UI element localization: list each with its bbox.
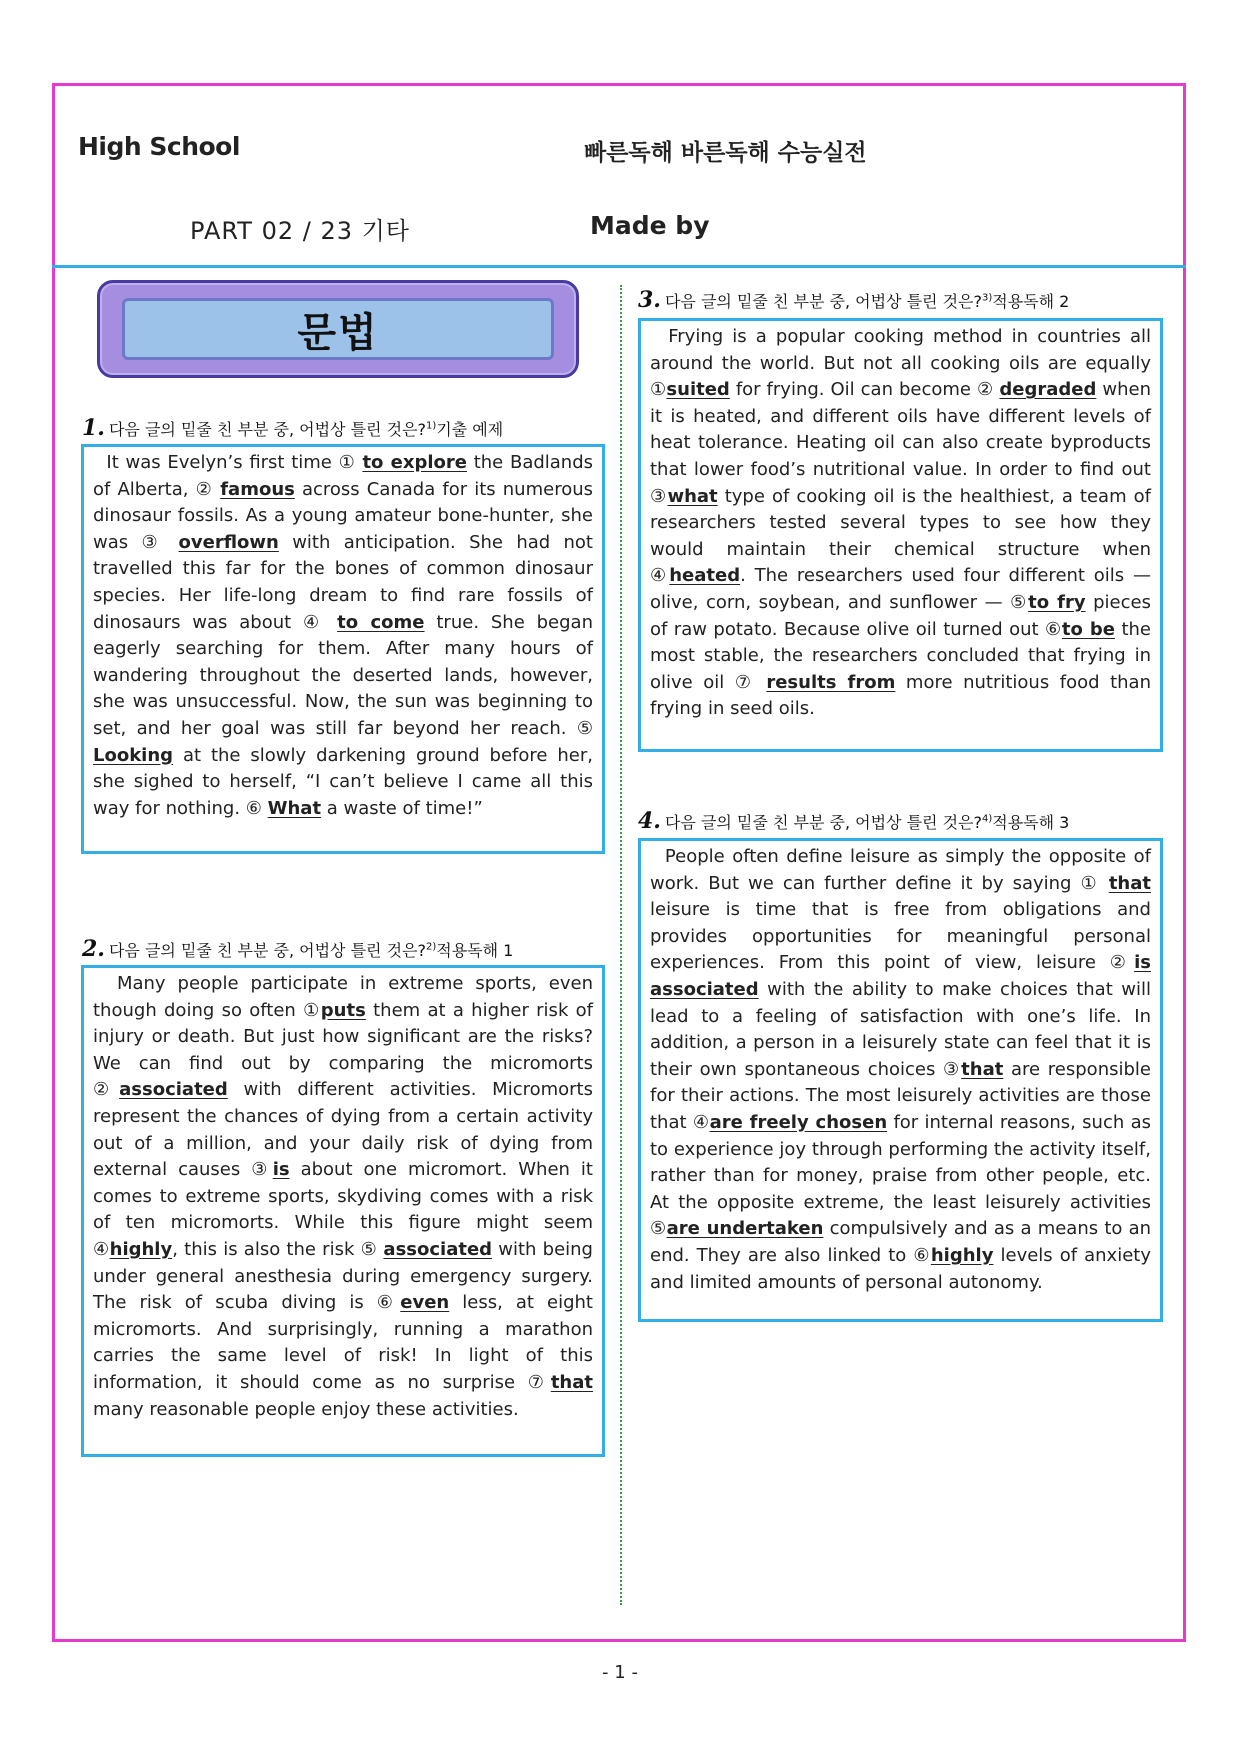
underlined-choice: puts — [320, 999, 366, 1021]
underlined-choice: highly — [109, 1238, 173, 1260]
question-prompt: 다음 글의 밑줄 친 부분 중, 어법상 틀린 것은? — [108, 420, 426, 439]
passage-text: levels of anxiety and limited amounts of personal autonomy. — [650, 1244, 1151, 1293]
passage-text: Many people participate in extreme sports, even though doing so often ① — [93, 973, 593, 1021]
passage-text: about one micromort. When it comes to extreme sports, skydiving comes with a risk of ten micromorts. While this figure might seem ④ — [93, 1159, 593, 1260]
part-label: PART 02 / 23 기타 — [190, 217, 410, 245]
passage-text: the Badlands of Alberta, ② — [93, 452, 594, 500]
underlined-choice: suited — [666, 379, 730, 401]
passage-text: leisure is time that is free from obligations and provides opportunities for meaningful personal experiences. From this point of view, leisure ② — [650, 899, 1151, 974]
passage-text: Frying is a popular cooking method in countries all around the world. But not all cooking oils are equally ① — [650, 326, 1151, 401]
section-badge-label: 문법 — [122, 298, 554, 360]
question-number: 4. — [638, 808, 661, 834]
footnote-ref: 4) — [982, 813, 993, 825]
school-label: High School — [78, 132, 240, 161]
underlined-choice: even — [400, 1292, 450, 1314]
underlined-choice: results from — [766, 671, 896, 693]
passage-text: It was Evelyn’s first time ① — [93, 452, 363, 473]
underlined-choice: that — [550, 1371, 593, 1393]
question-3-passage — [638, 318, 1163, 752]
passage-text: across Canada for its numerous dinosaur fossils. As a young amateur bone-hunter, she was ③ — [93, 478, 593, 553]
footnote-ref: 1) — [426, 420, 437, 432]
passage-text: for frying. Oil can become ② — [729, 379, 1000, 401]
passage-text: less, at eight micromorts. And surprisingly, running a marathon carries the same level of risk! In light of this information, it should come as no surprise ⑦ — [93, 1292, 593, 1393]
underlined-choice: What — [267, 797, 322, 819]
passage-text: are responsible for their actions. The most leisurely activities are those that ④ — [650, 1058, 1151, 1133]
underlined-choice: to explore — [362, 452, 467, 473]
underlined-choice: are freely chosen — [709, 1111, 888, 1133]
passage-text: pieces of raw potato. Because olive oil turned out ⑥ — [650, 591, 1151, 640]
passage-text: compulsively and as a means to an end. They are also linked to ⑥ — [650, 1218, 1152, 1266]
question-prompt: 다음 글의 밑줄 친 부분 중, 어법상 틀린 것은? — [664, 813, 982, 832]
question-4-heading — [638, 808, 1069, 834]
underlined-choice: to be — [1061, 618, 1115, 640]
passage-text: many reasonable people enjoy these activities. — [93, 1398, 519, 1420]
underlined-choice: associated — [383, 1238, 493, 1260]
underlined-choice: to come — [337, 611, 425, 633]
underlined-choice: is — [272, 1159, 290, 1181]
footnote-ref: 2) — [426, 941, 437, 953]
question-3-heading — [638, 287, 1069, 313]
passage-text: People often define leisure as simply the opposite of work. But we can further define it by saying ① — [650, 846, 1151, 894]
passage-text: with different activities. Micromorts represent the chances of dying from a certain activity out of a million, and your daily risk of dying from external causes ③ — [93, 1079, 593, 1181]
passage-text: , this is also the risk ⑤ — [172, 1238, 384, 1260]
question-prompt: 다음 글의 밑줄 친 부분 중, 어법상 틀린 것은? — [108, 941, 426, 960]
passage-text: at the slowly darkening ground before her, she sighed to herself, “I can’t believe I came all this way for nothing. ⑥ — [93, 744, 593, 819]
underlined-choice: degraded — [999, 379, 1097, 401]
question-2-passage — [81, 965, 605, 1457]
question-source: 적용독해 2 — [992, 292, 1070, 311]
passage-text: with anticipation. She had not travelled this far for the bones of common dinosaur species. Her life-long dream to find rare fossils of dinosaurs was about ④ — [93, 531, 593, 633]
passage-text: for internal reasons, such as to experience joy through performing the activity itself, rather than for money, praise from other people, etc. At the opposite extreme, the least leisurely activities ⑤ — [650, 1111, 1151, 1240]
underlined-choice: famous — [220, 478, 295, 500]
underlined-choice: heated — [669, 565, 741, 587]
passage-text: . The researchers used four different oils — olive, corn, soybean, and sunflower — ⑤ — [650, 565, 1151, 613]
passage-text: with being under general anesthesia during emergency surgery. The risk of scuba diving is ⑥ — [93, 1238, 593, 1314]
passage-text: the most stable, the researchers concluded that frying in olive oil ⑦ — [650, 618, 1151, 693]
question-2-heading — [82, 936, 513, 962]
header-divider — [52, 265, 1186, 268]
underlined-choice: is associated — [650, 952, 1151, 1000]
section-badge — [97, 280, 579, 378]
underlined-choice: highly — [930, 1244, 994, 1266]
column-divider — [620, 285, 622, 1605]
underlined-choice: overflown — [178, 531, 279, 553]
passage-text: true. She began eagerly searching for them. After many hours of wandering throughout the deserted lands, however, she was unsuccessful. Now, the sun was beginning to set, and her goal was still far beyond her reach. ⑤ — [93, 611, 594, 739]
made-by-label: Made by — [590, 211, 710, 240]
question-1-passage — [81, 444, 605, 854]
question-number: 2. — [82, 936, 105, 962]
footnote-ref: 3) — [982, 292, 993, 304]
underlined-choice: Looking — [93, 744, 174, 766]
underlined-choice: are undertaken — [666, 1218, 824, 1240]
underlined-choice: that — [1108, 872, 1151, 894]
passage-text: with the ability to make choices that will lead to a feeling of satisfaction with one’s life. In addition, a person in a leisurely state can feel that it is their own spontaneous choices ③ — [650, 978, 1151, 1080]
book-title: 빠른독해 바른독해 수능실전 — [584, 140, 867, 166]
question-prompt: 다음 글의 밑줄 친 부분 중, 어법상 틀린 것은? — [664, 292, 982, 311]
page-number: - 1 - — [602, 1662, 638, 1683]
question-source: 기출 예제 — [436, 420, 504, 439]
passage-text: when it is heated, and different oils have different levels of heat tolerance. Heating oil can also create byproducts that lower food’s nutritional value. In order to find out ③ — [650, 379, 1151, 507]
underlined-choice: associated — [119, 1079, 228, 1101]
question-source: 적용독해 3 — [992, 813, 1070, 832]
underlined-choice: to fry — [1028, 591, 1086, 613]
question-4-passage — [638, 838, 1163, 1322]
passage-text: them at a higher risk of injury or death. But just how significant are the risks? We can find out by comparing the micromorts ② — [93, 999, 593, 1101]
passage-text: type of cooking oil is the healthiest, a team of researchers tested several types to see how they would maintain their chemical structure when ④ — [650, 485, 1151, 587]
question-number: 1. — [82, 415, 105, 441]
question-1-heading — [82, 415, 503, 441]
underlined-choice: what — [667, 485, 718, 507]
question-number: 3. — [638, 287, 661, 313]
question-source: 적용독해 1 — [436, 941, 514, 960]
underlined-choice: that — [961, 1058, 1004, 1080]
passage-text: more nutritious food than frying in seed oils. — [650, 671, 1151, 720]
passage-text: a waste of time!” — [321, 797, 483, 819]
